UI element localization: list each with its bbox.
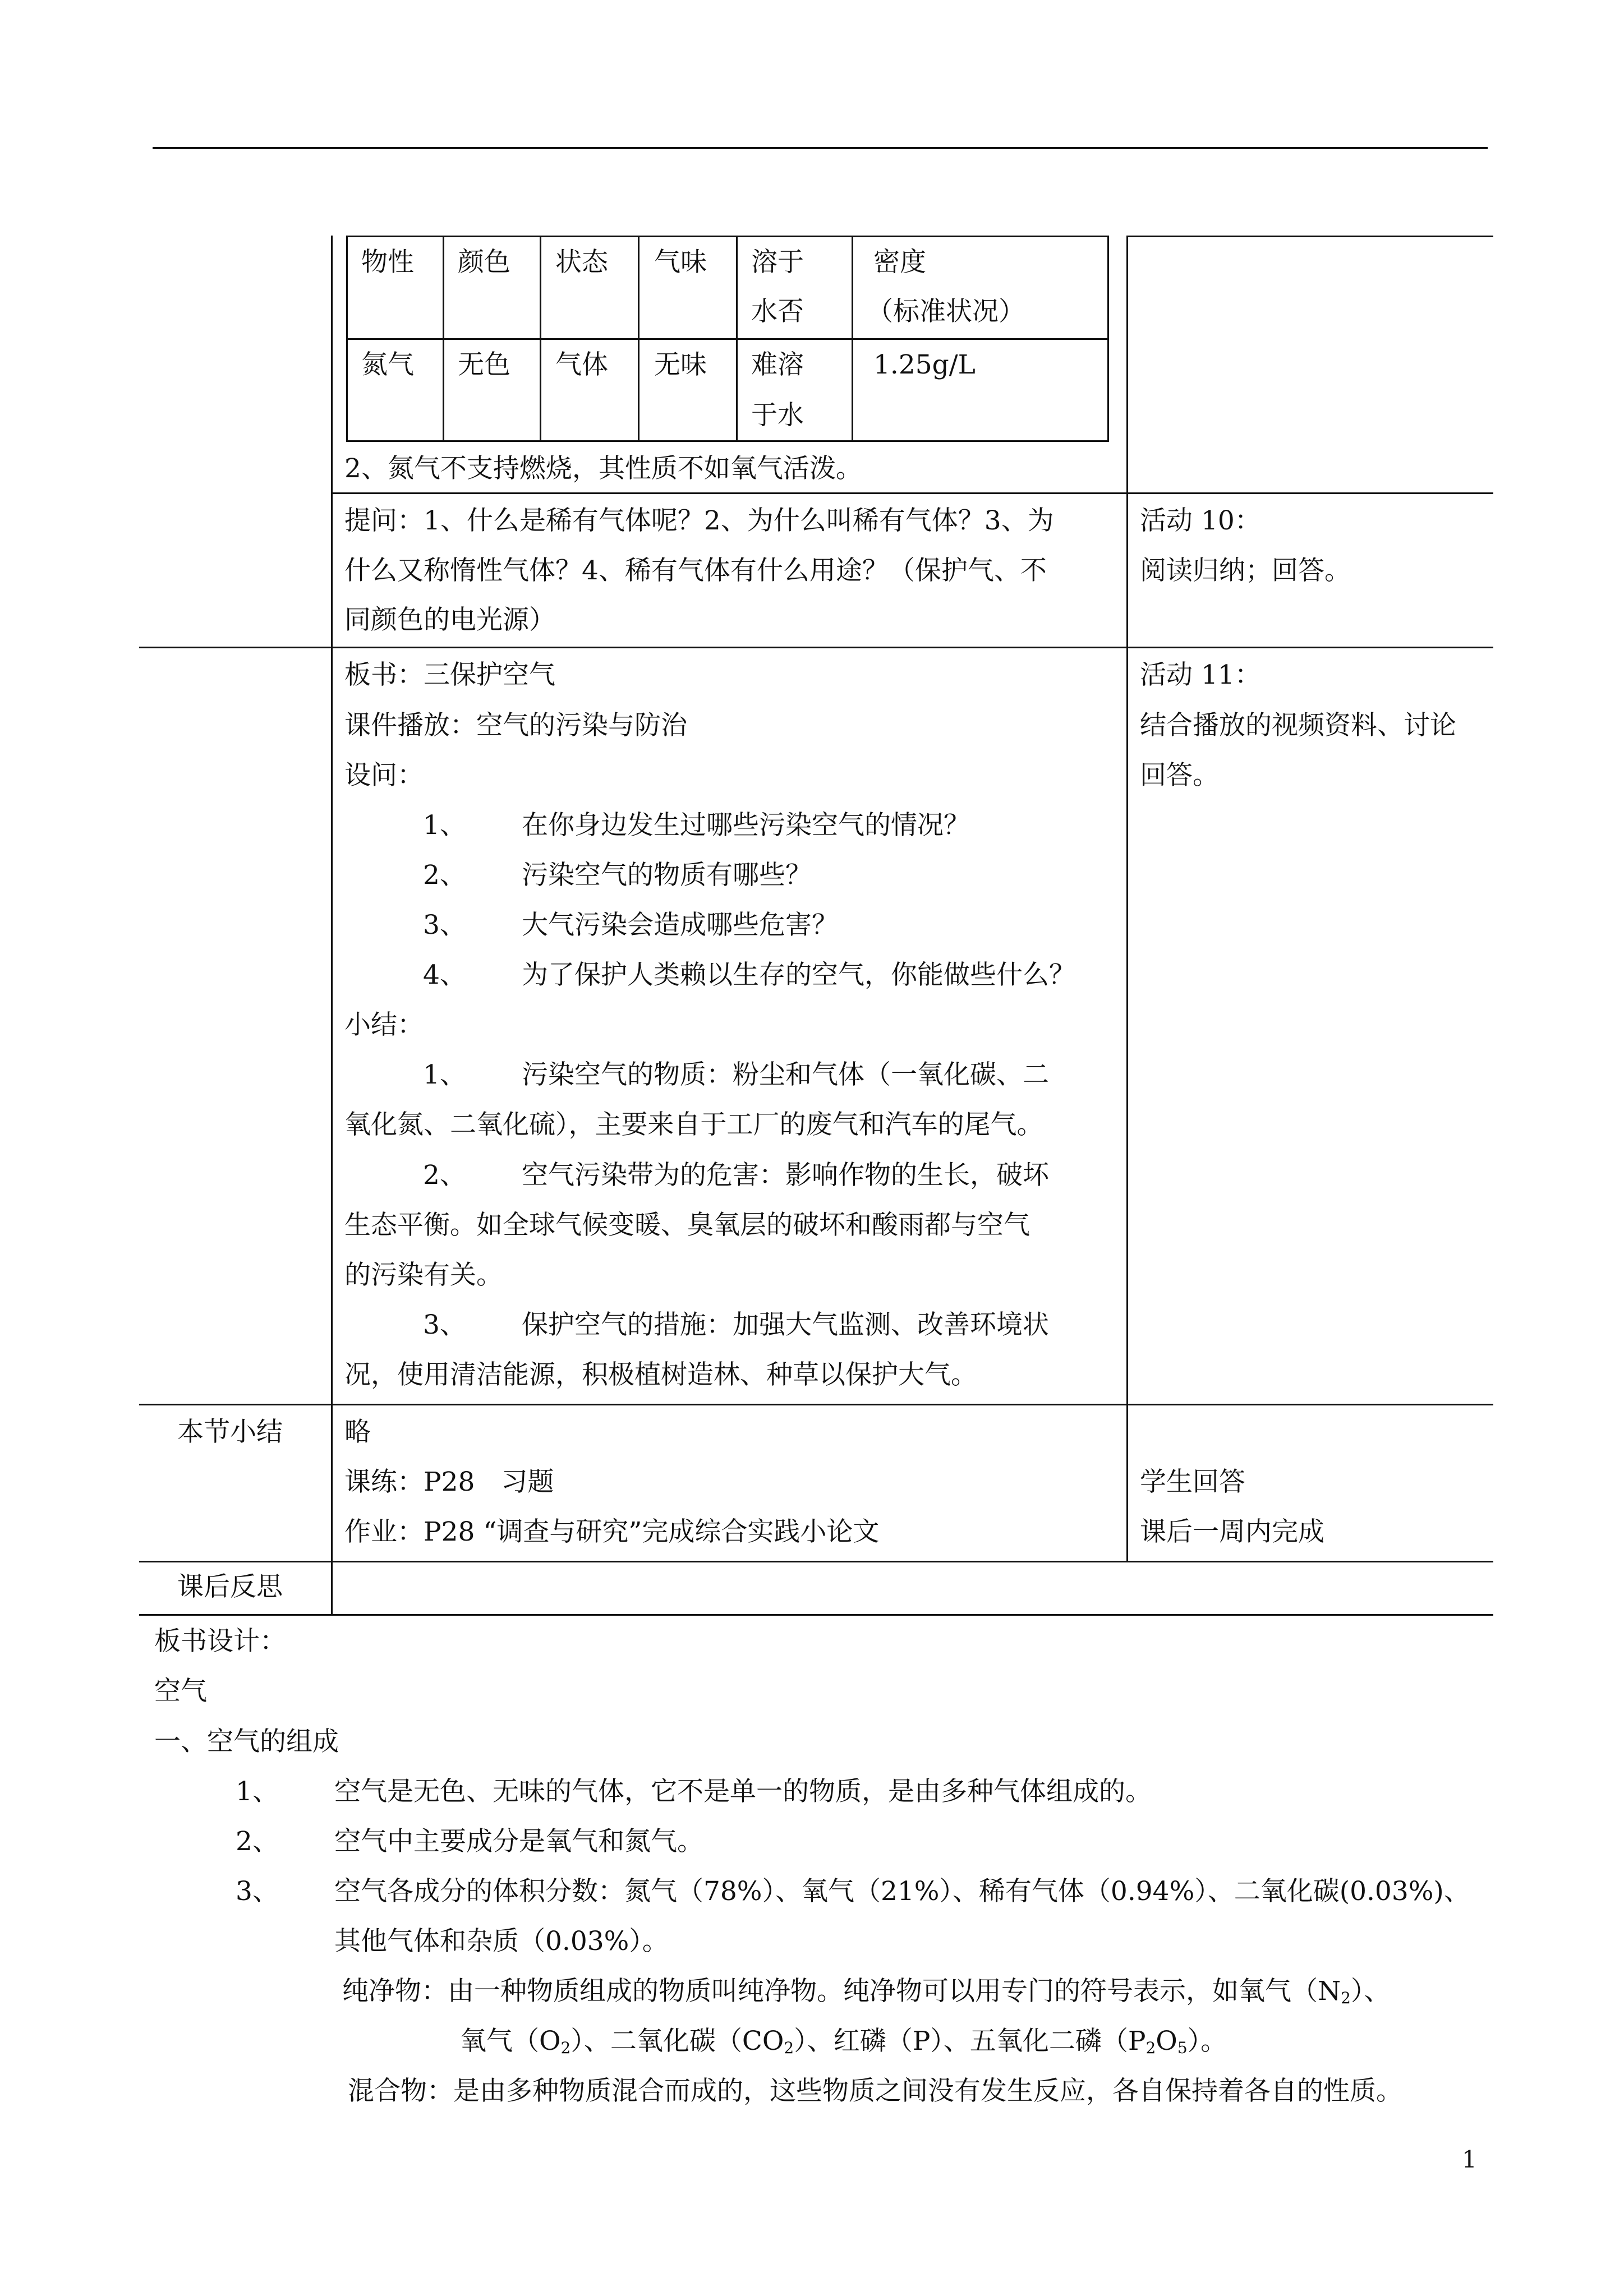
- table-rule: [1126, 236, 1128, 1562]
- pure-substance-line: [342, 1978, 1390, 2006]
- inner-table-rule: [346, 236, 348, 442]
- table-rule: [331, 492, 1493, 494]
- subscript: 2: [1145, 2039, 1156, 2057]
- formula-text: O: [1156, 2026, 1177, 2057]
- board-note: 板书：三保护空气: [344, 660, 555, 690]
- activity-title: 活动 10：: [1140, 505, 1261, 536]
- list-text: 空气中主要成分是氧气和氮气。: [334, 1826, 703, 1857]
- exercise-text: 课练：P28 习题: [344, 1467, 554, 1497]
- table-cell: 氮气: [361, 349, 414, 380]
- inner-table-rule: [346, 236, 1109, 237]
- homework-text: 作业：P28 “调查与研究”完成综合实践小论文: [344, 1516, 880, 1547]
- inner-table-rule: [346, 440, 1109, 442]
- question-text: 为了保护人类赖以生存的空气，你能做些什么？: [522, 960, 1075, 990]
- summary-number: 3、: [423, 1310, 466, 1340]
- section-summary-label: 本节小结: [177, 1417, 283, 1447]
- summary-text: 污染空气的物质：粉尘和气体（一氧化碳、二: [522, 1059, 1049, 1090]
- mixture-text: 混合物：是由多种物质混合而成的，这些物质之间没有发生反应，各自保持着各自的性质。: [348, 2076, 1402, 2106]
- table-cell: 气体: [555, 349, 608, 380]
- summary-text: 况，使用清洁能源，积极植树造林、种草以保护大气。: [344, 1359, 977, 1390]
- page-number: 1: [1462, 2146, 1477, 2173]
- activity-text: 回答。: [1140, 760, 1219, 791]
- table-cell: 于水: [751, 400, 804, 431]
- inner-table-rule: [852, 236, 853, 442]
- summary-label: 小结：: [344, 1009, 424, 1040]
- table-header-cell: 状态: [555, 247, 608, 278]
- summary-text: 生态平衡。如全球气候变暖、臭氧层的破坏和酸雨都与空气: [344, 1210, 1030, 1241]
- inner-table-rule: [638, 236, 640, 442]
- list-text: 其他气体和杂质（0.03%）。: [334, 1926, 669, 1957]
- table-rule: [139, 1561, 1493, 1562]
- inner-table-rule: [736, 236, 738, 442]
- subscript: 2: [1341, 1989, 1351, 2007]
- list-number: 3、: [236, 1876, 279, 1907]
- question-text: 在你身边发生过哪些污染空气的情况？: [522, 810, 970, 841]
- rare-gas-question: 提问：1、什么是稀有气体呢？2、为什么叫稀有气体？3、为: [344, 505, 1054, 536]
- table-rule: [1128, 236, 1493, 237]
- inner-table-rule: [443, 236, 444, 442]
- summary-number: 1、: [423, 1059, 466, 1090]
- list-text: 空气是无色、无味的气体，它不是单一的物质，是由多种气体组成的。: [334, 1776, 1152, 1807]
- question-text: 污染空气的物质有哪些？: [522, 860, 812, 891]
- table-header-cell: 颜色: [458, 247, 510, 278]
- subscript: 5: [1177, 2039, 1188, 2057]
- summary-text: 空气污染带为的危害：影响作物的生长，破坏: [522, 1160, 1049, 1191]
- rare-gas-question: 什么又称惰性气体？4、稀有气体有什么用途？（保护气、不: [344, 555, 1047, 586]
- table-header-cell: 溶于: [751, 247, 804, 278]
- table-cell: 无色: [458, 349, 510, 380]
- inner-table-rule: [346, 338, 1109, 340]
- subscript: 2: [784, 2039, 794, 2057]
- table-cell: 无味: [654, 349, 707, 380]
- board-design-title: 板书设计：: [154, 1626, 286, 1657]
- summary-number: 2、: [423, 1160, 466, 1191]
- board-design-heading: 一、空气的组成: [154, 1726, 339, 1757]
- question-number: 3、: [423, 910, 466, 940]
- summary-text: 氧化氮、二氧化硫），主要来自于工厂的废气和汽车的尾气。: [344, 1109, 1043, 1140]
- table-header-cell: （标准状况）: [867, 296, 1025, 327]
- question-number: 1、: [423, 810, 466, 841]
- question-number: 4、: [423, 960, 466, 990]
- table-rule: [139, 1404, 1493, 1405]
- table-rule: [139, 1614, 1493, 1616]
- pure-substance-line: [460, 2028, 1227, 2056]
- header-rule: [153, 147, 1488, 149]
- table-rule: [331, 236, 333, 1615]
- ask-label: 设问：: [344, 760, 424, 791]
- list-text: 空气各成分的体积分数：氮气（78%）、氧气（21%）、稀有气体（0.94%）、二氧化碳(0.03%)、: [334, 1876, 1470, 1907]
- paren-close: ）、: [1350, 1976, 1391, 2007]
- table-header-cell: 气味: [654, 247, 707, 278]
- formula-text: ）、二氧化碳（CO: [571, 2026, 784, 2057]
- activity-text: 结合播放的视频资料、讨论: [1140, 710, 1456, 741]
- formula-text: ）、红磷（P）、五氧化二磷（P: [794, 2026, 1146, 2057]
- question-text: 大气污染会造成哪些危害？: [522, 910, 838, 940]
- student-response: 课后一周内完成: [1140, 1516, 1324, 1547]
- summary-text: 的污染有关。: [344, 1260, 503, 1290]
- inner-table-rule: [1107, 236, 1109, 442]
- table-cell: 1.25g/L: [873, 349, 976, 380]
- student-response: 学生回答: [1140, 1467, 1245, 1497]
- courseware-note: 课件播放：空气的污染与防治: [344, 710, 687, 741]
- table-header-cell: 水否: [751, 296, 804, 327]
- list-number: 1、: [236, 1776, 279, 1807]
- rare-gas-question: 同颜色的电光源）: [344, 605, 555, 635]
- inner-table-rule: [540, 236, 541, 442]
- reflection-label: 课后反思: [177, 1571, 283, 1602]
- summary-text: 保护空气的措施：加强大气监测、改善环境状: [522, 1310, 1049, 1340]
- nitrogen-note: 2、氮气不支持燃烧，其性质不如氧气活泼。: [344, 453, 862, 484]
- table-header-cell: 物性: [361, 247, 414, 278]
- activity-text: 阅读归纳；回答。: [1140, 555, 1351, 586]
- pure-substance-text: 纯净物：由一种物质组成的物质叫纯净物。纯净物可以用专门的符号表示，如氧气（N: [342, 1976, 1341, 2007]
- section-summary-text: 略: [344, 1417, 371, 1447]
- board-design-subject: 空气: [154, 1676, 207, 1707]
- table-rule: [139, 647, 1493, 648]
- subscript: 2: [560, 2039, 571, 2057]
- list-number: 2、: [236, 1826, 279, 1857]
- formula-text: ）。: [1187, 2026, 1227, 2057]
- question-number: 2、: [423, 860, 466, 891]
- table-header-cell: 密度: [873, 247, 926, 278]
- formula-text: 氧气（O: [460, 2026, 561, 2057]
- activity-title: 活动 11：: [1140, 660, 1261, 690]
- table-cell: 难溶: [751, 349, 804, 380]
